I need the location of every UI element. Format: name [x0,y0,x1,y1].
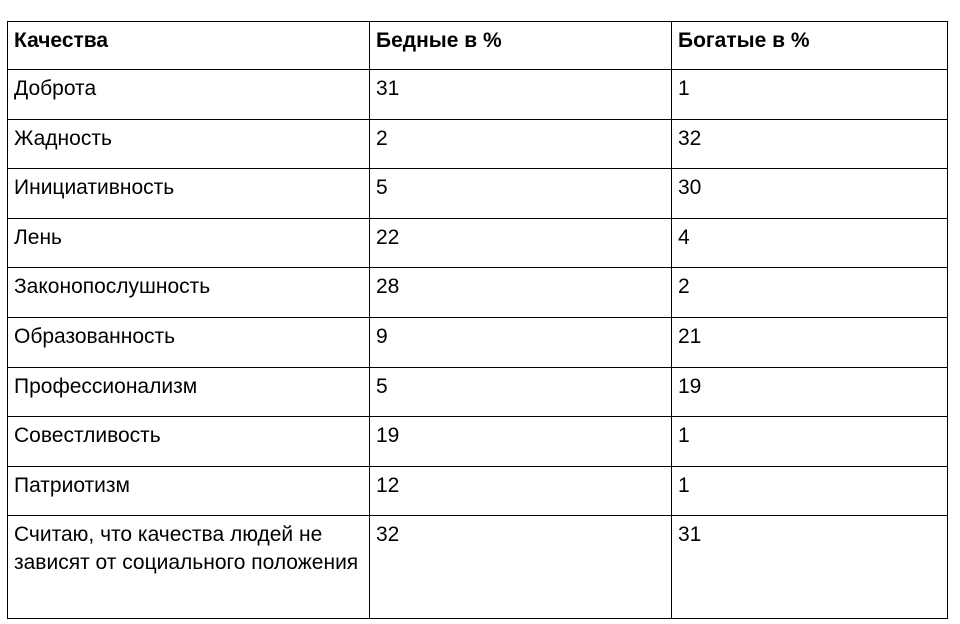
table-row [8,466,948,516]
quality-cell: Доброта [8,70,370,120]
quality-cell: Патриотизм [8,466,370,516]
table-row [8,268,948,318]
quality-cell: Совестливость [8,417,370,467]
rich-value-cell: 30 [672,169,948,219]
quality-cell: Профессионализм [8,367,370,417]
poor-value-cell: 22 [370,218,672,268]
rich-value-cell: 1 [672,466,948,516]
rich-value-cell: 1 [672,70,948,120]
table-row [8,516,948,619]
table-row [8,317,948,367]
rich-value-cell: 21 [672,317,948,367]
poor-value-cell: 5 [370,169,672,219]
rich-value-cell: 1 [672,417,948,467]
quality-cell: Законопослушность [8,268,370,318]
rich-value-cell: 4 [672,218,948,268]
header-poor-percent: Бедные в % [370,22,672,70]
table-row [8,70,948,120]
table-row [8,417,948,467]
poor-value-cell: 32 [370,516,672,619]
rich-value-cell: 31 [672,516,948,619]
quality-cell: Образованность [8,317,370,367]
table-row [8,169,948,219]
rich-value-cell: 2 [672,268,948,318]
quality-cell: Жадность [8,119,370,169]
rich-value-cell: 19 [672,367,948,417]
poor-value-cell: 2 [370,119,672,169]
header-rich-percent: Богатые в % [672,22,948,70]
quality-cell: Лень [8,218,370,268]
rich-value-cell: 32 [672,119,948,169]
poor-value-cell: 12 [370,466,672,516]
table-row [8,119,948,169]
poor-value-cell: 31 [370,70,672,120]
table-header-row [8,22,948,70]
table-row [8,367,948,417]
poor-value-cell: 28 [370,268,672,318]
header-qualities: Качества [8,22,370,70]
poor-value-cell: 19 [370,417,672,467]
poor-value-cell: 5 [370,367,672,417]
table-row [8,218,948,268]
qualities-table [7,21,948,619]
quality-cell: Считаю, что качества людей не зависят от социального положения [8,516,370,619]
poor-value-cell: 9 [370,317,672,367]
quality-cell: Инициативность [8,169,370,219]
